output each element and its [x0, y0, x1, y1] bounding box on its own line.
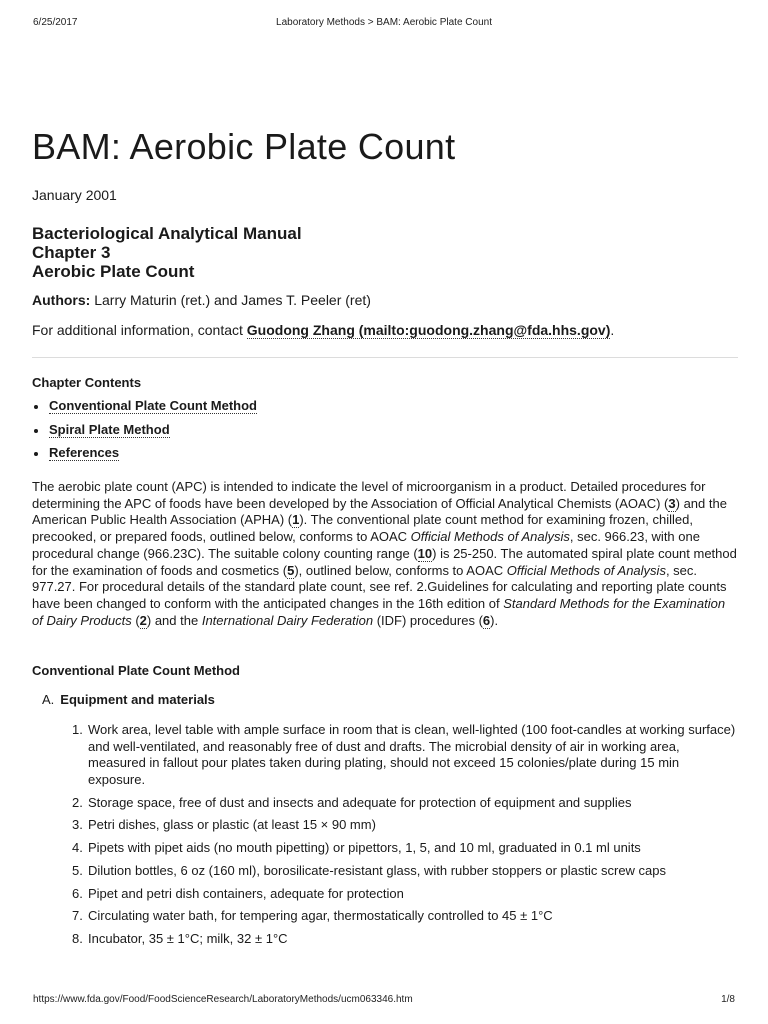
reference-link[interactable]: 2 [139, 612, 147, 628]
print-date: 6/25/2017 [33, 17, 78, 28]
reference-link[interactable]: 3 [668, 495, 676, 511]
toc-item [32, 444, 257, 468]
intro-text: ) and the [146, 612, 202, 628]
intro-text: ). The conventional plate count method for examining frozen, chilled, precooked, or prepared foods, outlined below, conforms to AOAC [32, 512, 693, 545]
list-number: 4. [72, 840, 83, 856]
authors-label: Authors: [32, 292, 91, 308]
list-item [72, 885, 738, 903]
book-title: Standard Methods for the Examination of Dairy Products [32, 595, 726, 628]
subsection-letter: A. [42, 692, 55, 707]
print-footer [33, 994, 735, 1008]
manual-title-line3: Aerobic Plate Count [32, 262, 195, 281]
publication-date: January 2001 [32, 187, 117, 203]
subsection-heading [42, 692, 215, 707]
list-item-text: Pipets with pipet aids (no mouth pipetting) or pipettors, 1, 5, and 10 ml, graduated in 0.1 ml units [88, 840, 641, 856]
list-item [72, 840, 738, 857]
toc-list [32, 397, 257, 468]
reference-link[interactable]: 5 [287, 562, 295, 578]
intro-text: ) and the American Public Health Association (APHA) ( [32, 495, 727, 528]
toc-link-spiral[interactable]: Spiral Plate Method [49, 421, 170, 437]
toc-item [32, 421, 257, 445]
intro-text: , sec. 966.23, with one procedural change (966.23C). The suitable colony counting range ( [32, 529, 700, 561]
toc-link-conventional[interactable]: Conventional Plate Count Method [49, 398, 257, 413]
list-item [72, 862, 738, 880]
authors-names: Larry Maturin (ret.) and James T. Peeler (ret) [90, 292, 371, 308]
list-item-text: Petri dishes, glass or plastic (at least 15 × 90 mm) [88, 817, 376, 833]
divider [32, 357, 738, 358]
list-item-text: Storage space, free of dust and insects and adequate for protection of equipment and supplies [88, 794, 632, 810]
section-heading: Conventional Plate Count Method [32, 663, 240, 678]
intro-paragraph [32, 479, 738, 629]
list-item [72, 931, 738, 948]
contact-suffix: . [610, 322, 615, 338]
list-item-text: Dilution bottles, 6 oz (160 ml), borosilicate-resistant glass, with rubber stoppers or plastic screw caps [88, 862, 667, 878]
book-title: International Dairy Federation [201, 612, 374, 628]
intro-text: ), outlined below, conforms to AOAC [294, 562, 507, 578]
reference-link[interactable]: 1 [292, 512, 300, 528]
list-item [72, 722, 738, 788]
list-number: 5. [72, 862, 83, 878]
intro-text: The aerobic plate count (APC) is intended to indicate the level of microorganism in a product. Detailed procedures for determining the APC of foods have been developed by the Association of Official Analytical Chemists (AOAC) ( [32, 479, 706, 511]
contact-line [32, 322, 614, 338]
intro-text: ( [131, 612, 140, 628]
list-number: 8. [72, 931, 83, 947]
manual-title-line2: Chapter 3 [32, 243, 111, 262]
print-url: https://www.fda.gov/Food/FoodScienceResearch/LaboratoryMethods/ucm063346.htm [33, 994, 413, 1005]
intro-text: ). [490, 612, 499, 628]
list-item-text: Circulating water bath, for tempering agar, thermostatically controlled to 45 ± 1°C [88, 908, 553, 924]
book-title: Official Methods of Analysis [506, 562, 666, 578]
print-header [33, 17, 735, 31]
list-number: 1. [72, 722, 83, 737]
manual-title-line1: Bacteriological Analytical Manual [32, 224, 302, 243]
list-item-text: Work area, level table with ample surface in room that is clean, well-lighted (100 foot-candles at working surface) and well-ventilated, and reasonably free of dust and drafts. The microbial density of air in working area, measured in fallout pour plates taken during plating, should not exceed 15 colonies/plate during 15 min exposure. [88, 722, 736, 787]
print-breadcrumb: Laboratory Methods > BAM: Aerobic Plate Count [276, 17, 492, 28]
toc-heading: Chapter Contents [32, 375, 142, 390]
reference-link[interactable]: 6 [482, 612, 491, 628]
page-title: BAM: Aerobic Plate Count [32, 126, 456, 167]
list-number: 3. [72, 817, 83, 833]
intro-text: (IDF) procedures ( [373, 612, 483, 628]
list-item-text: Incubator, 35 ± 1°C; milk, 32 ± 1°C [88, 931, 288, 947]
contact-email-link[interactable]: Guodong Zhang (mailto:guodong.zhang@fda.hhs.gov) [246, 322, 611, 338]
list-number: 7. [72, 908, 83, 924]
intro-text: , sec. 977.27. For procedural details of the standard plate count, see ref. 2.Guidelines for calculating and reporting plate counts have been changed to conform with the anticipated changes in the 16th edition of [32, 562, 727, 611]
authors-line [32, 292, 371, 308]
list-number: 6. [72, 885, 83, 901]
manual-title [32, 224, 302, 281]
list-number: 2. [72, 794, 83, 810]
toc-item [32, 397, 257, 421]
page-number: 1/8 [721, 994, 735, 1005]
list-item [72, 908, 738, 925]
list-item-text: Pipet and petri dish containers, adequate for protection [88, 885, 404, 901]
toc-link-references[interactable]: References [49, 445, 120, 460]
subsection-title: Equipment and materials [60, 692, 215, 707]
contact-prefix: For additional information, contact [32, 322, 247, 338]
reference-link[interactable]: 10 [417, 545, 433, 561]
intro-text: ) is 25-250. The automated spiral plate count method for the examination of foods and cosmetics ( [32, 545, 737, 578]
equipment-list [72, 722, 738, 954]
book-title: Official Methods of Analysis [410, 529, 570, 545]
list-item [72, 794, 738, 812]
list-item [72, 817, 738, 834]
